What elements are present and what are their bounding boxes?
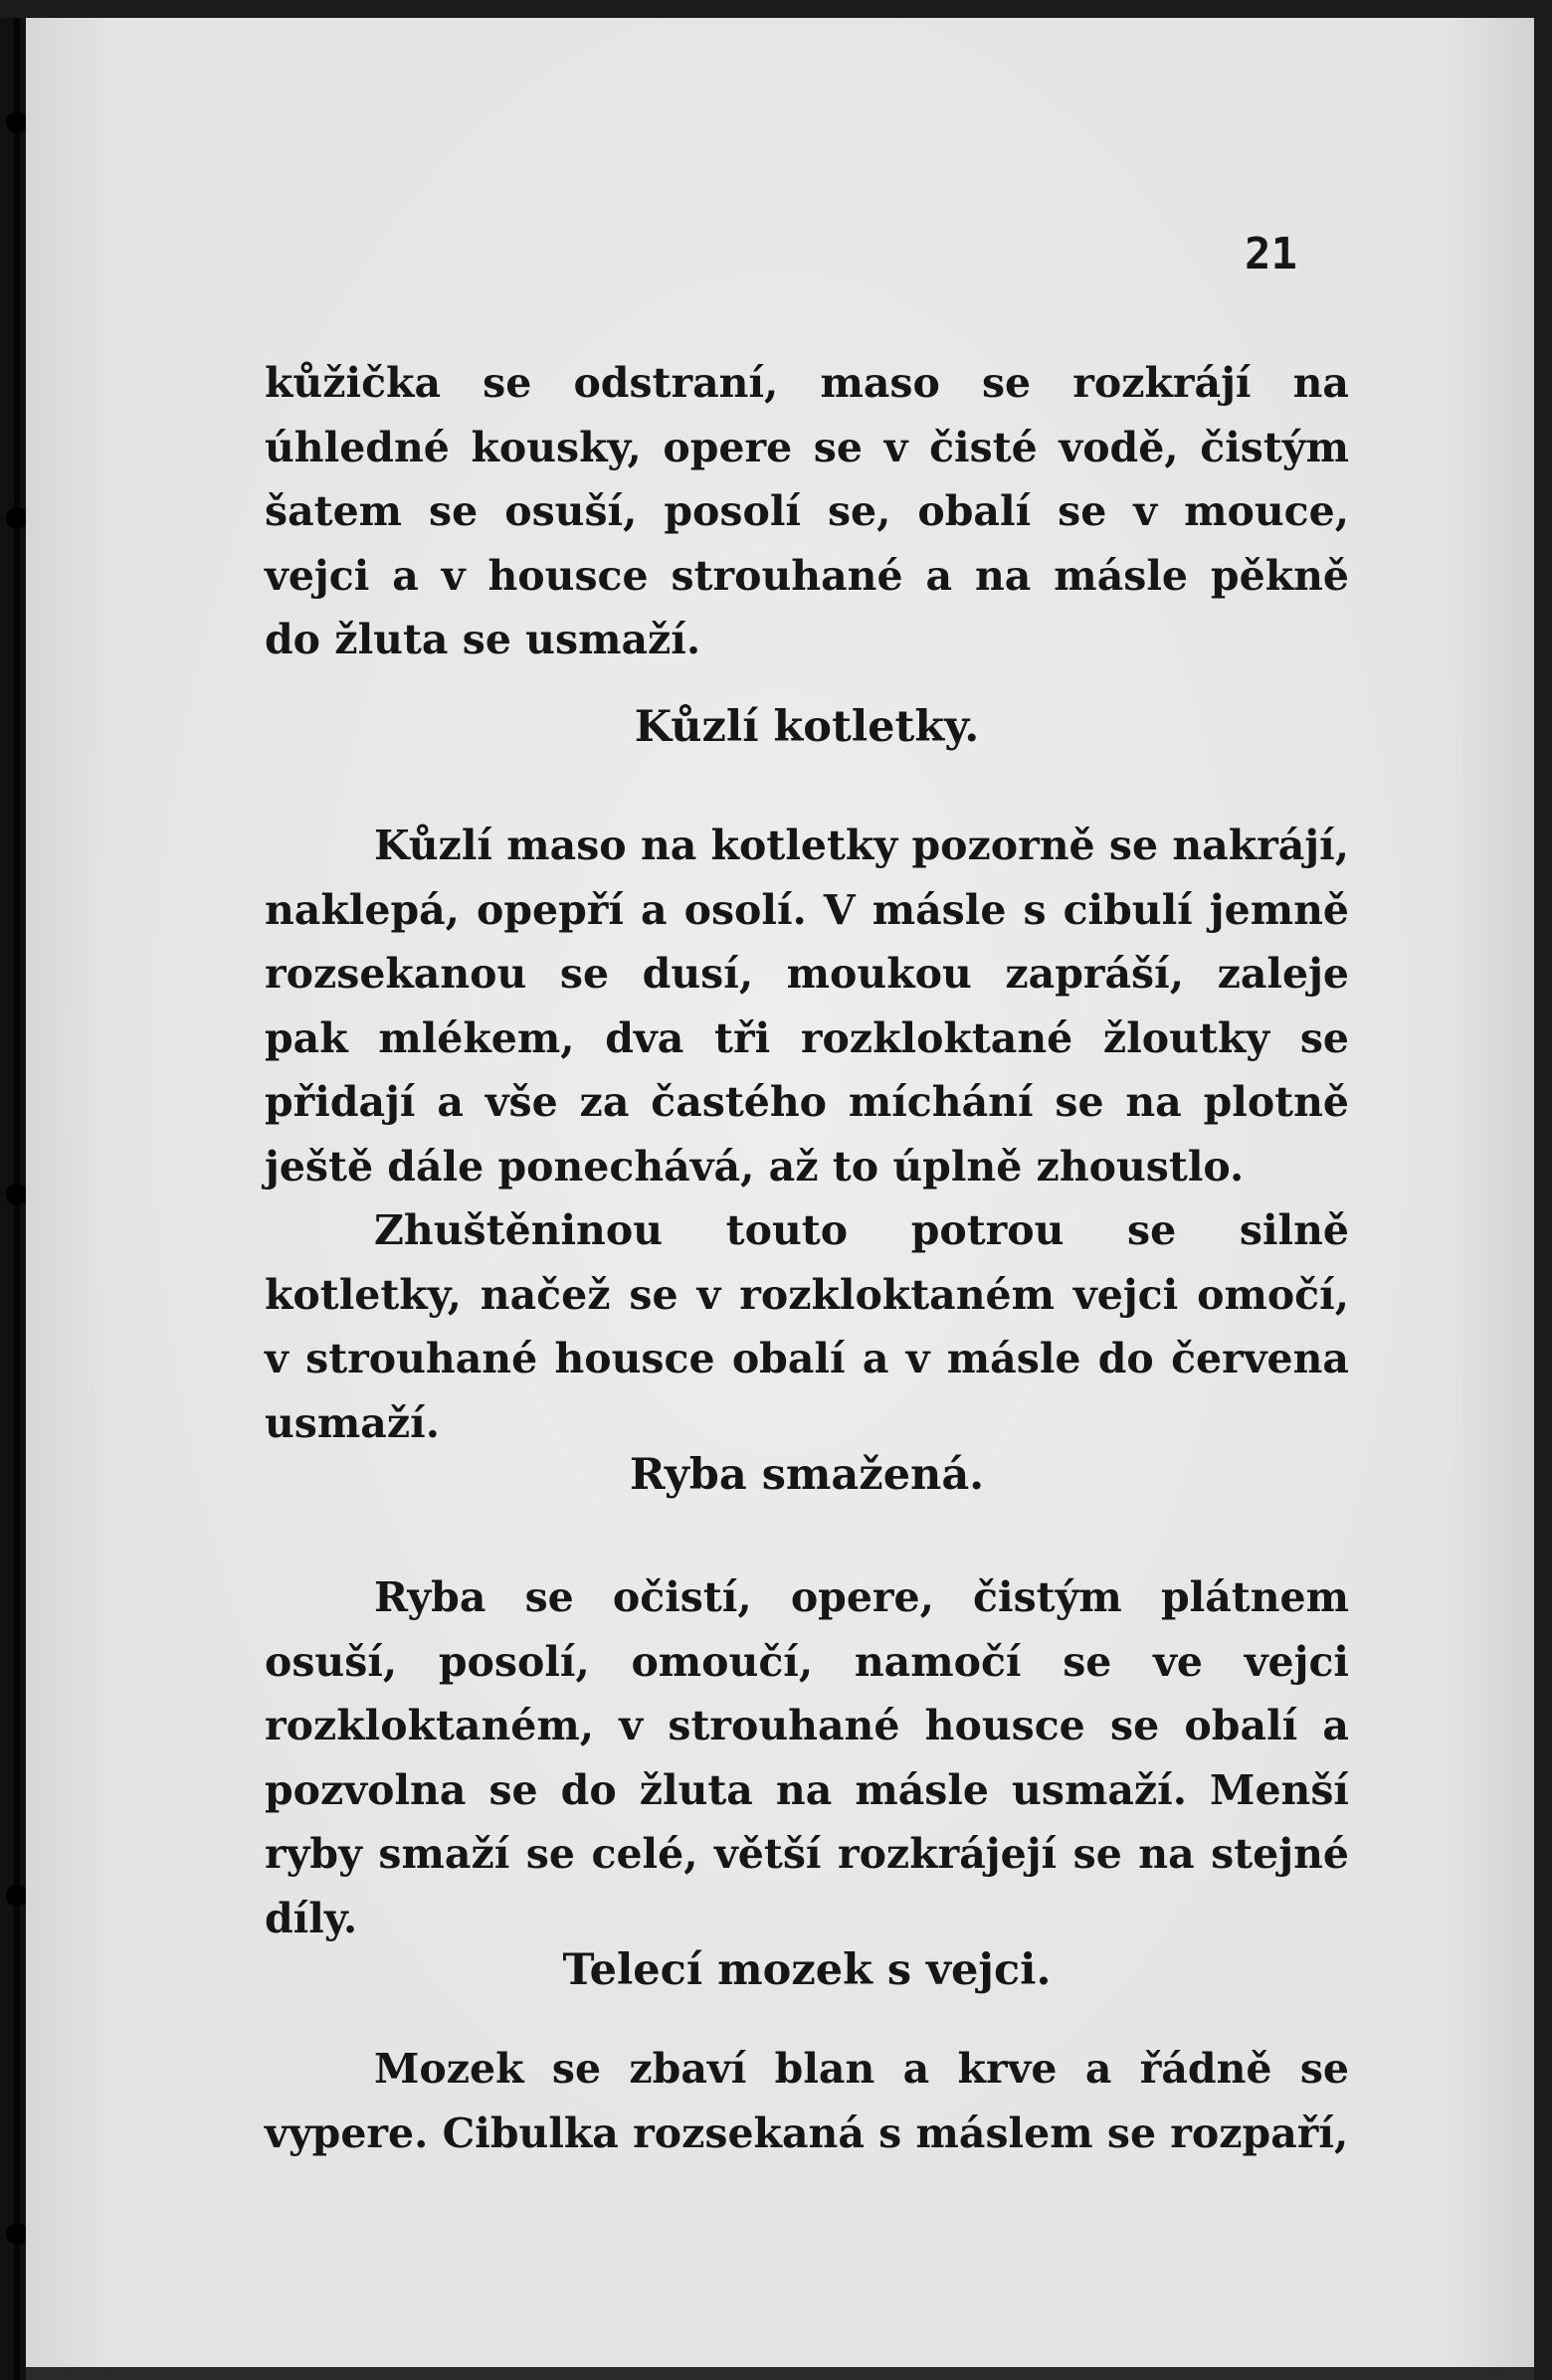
section-heading-kuzli-kotletky: Kůzlí kotletky. — [634, 702, 980, 752]
binding-stitch — [6, 111, 28, 133]
book-binding — [0, 0, 26, 2380]
kuzli-paragraph-1: Kůzlí maso na kotletky pozorně se nakrájí, naklepá, opepří a osolí. V másle s cibulí jemně rozsekanou se dusí, moukou zapráší, zaleje pak mlékem, dva tři rozkloktané žloutky se přidají a vše za častého míchání se na plotně ještě dále ponechává, až to úplně zhoustlo. — [265, 822, 1349, 1190]
mozek-paragraph-1: Mozek se zbaví blan a krve a řádně se vypere. Cibulka rozsekaná s máslem se rozpaří, — [265, 2045, 1349, 2157]
section-heading-teleci-mozek: Telecí mozek s vejci. — [562, 1945, 1052, 1995]
scan-edge-right — [1534, 0, 1552, 2380]
binding-stitch — [6, 1885, 28, 1907]
book-page — [26, 18, 1534, 2367]
scan-edge-top — [0, 0, 1552, 18]
paragraph-mozek — [265, 2037, 1349, 2165]
paragraph-kuzli — [265, 814, 1349, 1455]
paragraph-ryba — [265, 1565, 1349, 1950]
binding-stitch — [6, 1184, 28, 1205]
section-heading-ryba-smazena: Ryba smažená. — [629, 1450, 985, 1500]
kuzli-paragraph-2: Zhuštěninou touto potrou se silně kotletky, načež se v rozkloktaném vejci omočí, v strouhané housce obalí a v másle do červena usmaží. — [265, 1206, 1349, 1447]
intro-text: kůžička se odstraní, maso se rozkrájí na úhledné kousky, opere se v čisté vodě, čistým šatem se osuší, posolí se, obalí se v mouce, vejci a v housce strouhané a na másle pěkně do žluta se usmaží. — [265, 359, 1349, 663]
paragraph-intro — [265, 351, 1349, 672]
page-number: 21 — [1245, 229, 1297, 279]
ryba-paragraph-1: Ryba se očistí, opere, čistým plátnem osuší, posolí, omoučí, namočí se ve vejci rozkloktaném, v strouhané housce se obalí a pozvolna se do žluta na másle usmaží. Menší ryby smaží se celé, větší rozkrájejí se na stejné díly. — [265, 1573, 1349, 1942]
binding-stitch — [6, 507, 28, 529]
binding-stitch — [6, 2223, 28, 2245]
